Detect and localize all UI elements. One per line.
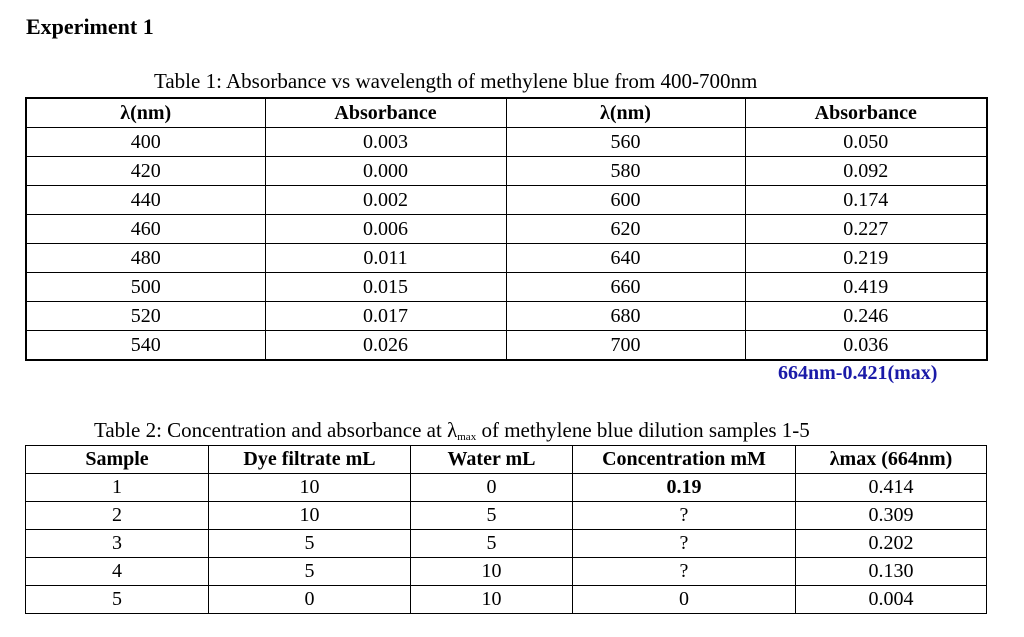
table2-caption-pre: Table 2: Concentration and absorbance at λ: [94, 418, 458, 442]
lambda-max-cell: 0.309: [796, 502, 987, 530]
wavelength-cell: 420: [26, 157, 265, 186]
wavelength-cell: 500: [26, 273, 265, 302]
wavelength-cell: 600: [506, 186, 745, 215]
dilution-samples-table: [25, 445, 987, 614]
water-cell: 5: [411, 502, 573, 530]
wavelength-cell: 660: [506, 273, 745, 302]
wavelength-cell: 440: [26, 186, 265, 215]
header-water: Water mL: [411, 446, 573, 474]
absorbance-wavelength-table: [25, 97, 988, 361]
table-row: [26, 244, 987, 273]
table-row: [26, 273, 987, 302]
wavelength-cell: 620: [506, 215, 745, 244]
table-row: [26, 186, 987, 215]
concentration-cell: ?: [573, 502, 796, 530]
max-absorbance-note: 664nm-0.421(max): [778, 362, 938, 384]
header-absorbance-1: Absorbance: [265, 98, 506, 128]
dye-filtrate-cell: 5: [209, 558, 411, 586]
page-heading: Experiment 1: [26, 14, 154, 39]
lambda-max-cell: 0.004: [796, 586, 987, 614]
absorbance-cell: 0.050: [745, 128, 987, 157]
header-wavelength-1: λ(nm): [26, 98, 265, 128]
table2-caption: [94, 418, 810, 443]
table-row: [26, 157, 987, 186]
table2-caption-sub: max: [457, 431, 477, 443]
absorbance-cell: 0.011: [265, 244, 506, 273]
wavelength-cell: 520: [26, 302, 265, 331]
absorbance-cell: 0.227: [745, 215, 987, 244]
header-wavelength-2: λ(nm): [506, 98, 745, 128]
absorbance-cell: 0.174: [745, 186, 987, 215]
dye-filtrate-cell: 10: [209, 502, 411, 530]
header-lambda-max: λmax (664nm): [796, 446, 987, 474]
absorbance-cell: 0.006: [265, 215, 506, 244]
table-row: [26, 215, 987, 244]
wavelength-cell: 400: [26, 128, 265, 157]
absorbance-cell: 0.002: [265, 186, 506, 215]
table-row: [26, 586, 987, 614]
wavelength-cell: 540: [26, 331, 265, 361]
wavelength-cell: 640: [506, 244, 745, 273]
absorbance-cell: 0.419: [745, 273, 987, 302]
wavelength-cell: 580: [506, 157, 745, 186]
table-header-row: [26, 98, 987, 128]
table-header-row: [26, 446, 987, 474]
header-absorbance-2: Absorbance: [745, 98, 987, 128]
table-row: [26, 558, 987, 586]
table1-caption: Table 1: Absorbance vs wavelength of methylene blue from 400-700nm: [154, 69, 758, 93]
lambda-max-cell: 0.414: [796, 474, 987, 502]
water-cell: 0: [411, 474, 573, 502]
absorbance-cell: 0.000: [265, 157, 506, 186]
table2-caption-post: of methylene blue dilution samples 1-5: [476, 418, 810, 442]
water-cell: 10: [411, 586, 573, 614]
table-row: [26, 474, 987, 502]
dye-filtrate-cell: 0: [209, 586, 411, 614]
lambda-max-cell: 0.202: [796, 530, 987, 558]
dye-filtrate-cell: 5: [209, 530, 411, 558]
wavelength-cell: 700: [506, 331, 745, 361]
wavelength-cell: 480: [26, 244, 265, 273]
table-row: [26, 128, 987, 157]
sample-cell: 2: [26, 502, 209, 530]
table-row: [26, 302, 987, 331]
water-cell: 5: [411, 530, 573, 558]
absorbance-cell: 0.219: [745, 244, 987, 273]
concentration-cell: 0: [573, 586, 796, 614]
absorbance-cell: 0.036: [745, 331, 987, 361]
table-row: [26, 502, 987, 530]
concentration-cell: 0.19: [573, 474, 796, 502]
header-dye-filtrate: Dye filtrate mL: [209, 446, 411, 474]
lambda-max-cell: 0.130: [796, 558, 987, 586]
sample-cell: 3: [26, 530, 209, 558]
absorbance-cell: 0.026: [265, 331, 506, 361]
absorbance-cell: 0.015: [265, 273, 506, 302]
wavelength-cell: 560: [506, 128, 745, 157]
wavelength-cell: 680: [506, 302, 745, 331]
dye-filtrate-cell: 10: [209, 474, 411, 502]
sample-cell: 5: [26, 586, 209, 614]
header-sample: Sample: [26, 446, 209, 474]
wavelength-cell: 460: [26, 215, 265, 244]
table-row: [26, 331, 987, 361]
table-row: [26, 530, 987, 558]
sample-cell: 1: [26, 474, 209, 502]
concentration-cell: ?: [573, 558, 796, 586]
absorbance-cell: 0.017: [265, 302, 506, 331]
absorbance-cell: 0.003: [265, 128, 506, 157]
water-cell: 10: [411, 558, 573, 586]
absorbance-cell: 0.092: [745, 157, 987, 186]
header-concentration: Concentration mM: [573, 446, 796, 474]
sample-cell: 4: [26, 558, 209, 586]
absorbance-cell: 0.246: [745, 302, 987, 331]
concentration-cell: ?: [573, 530, 796, 558]
